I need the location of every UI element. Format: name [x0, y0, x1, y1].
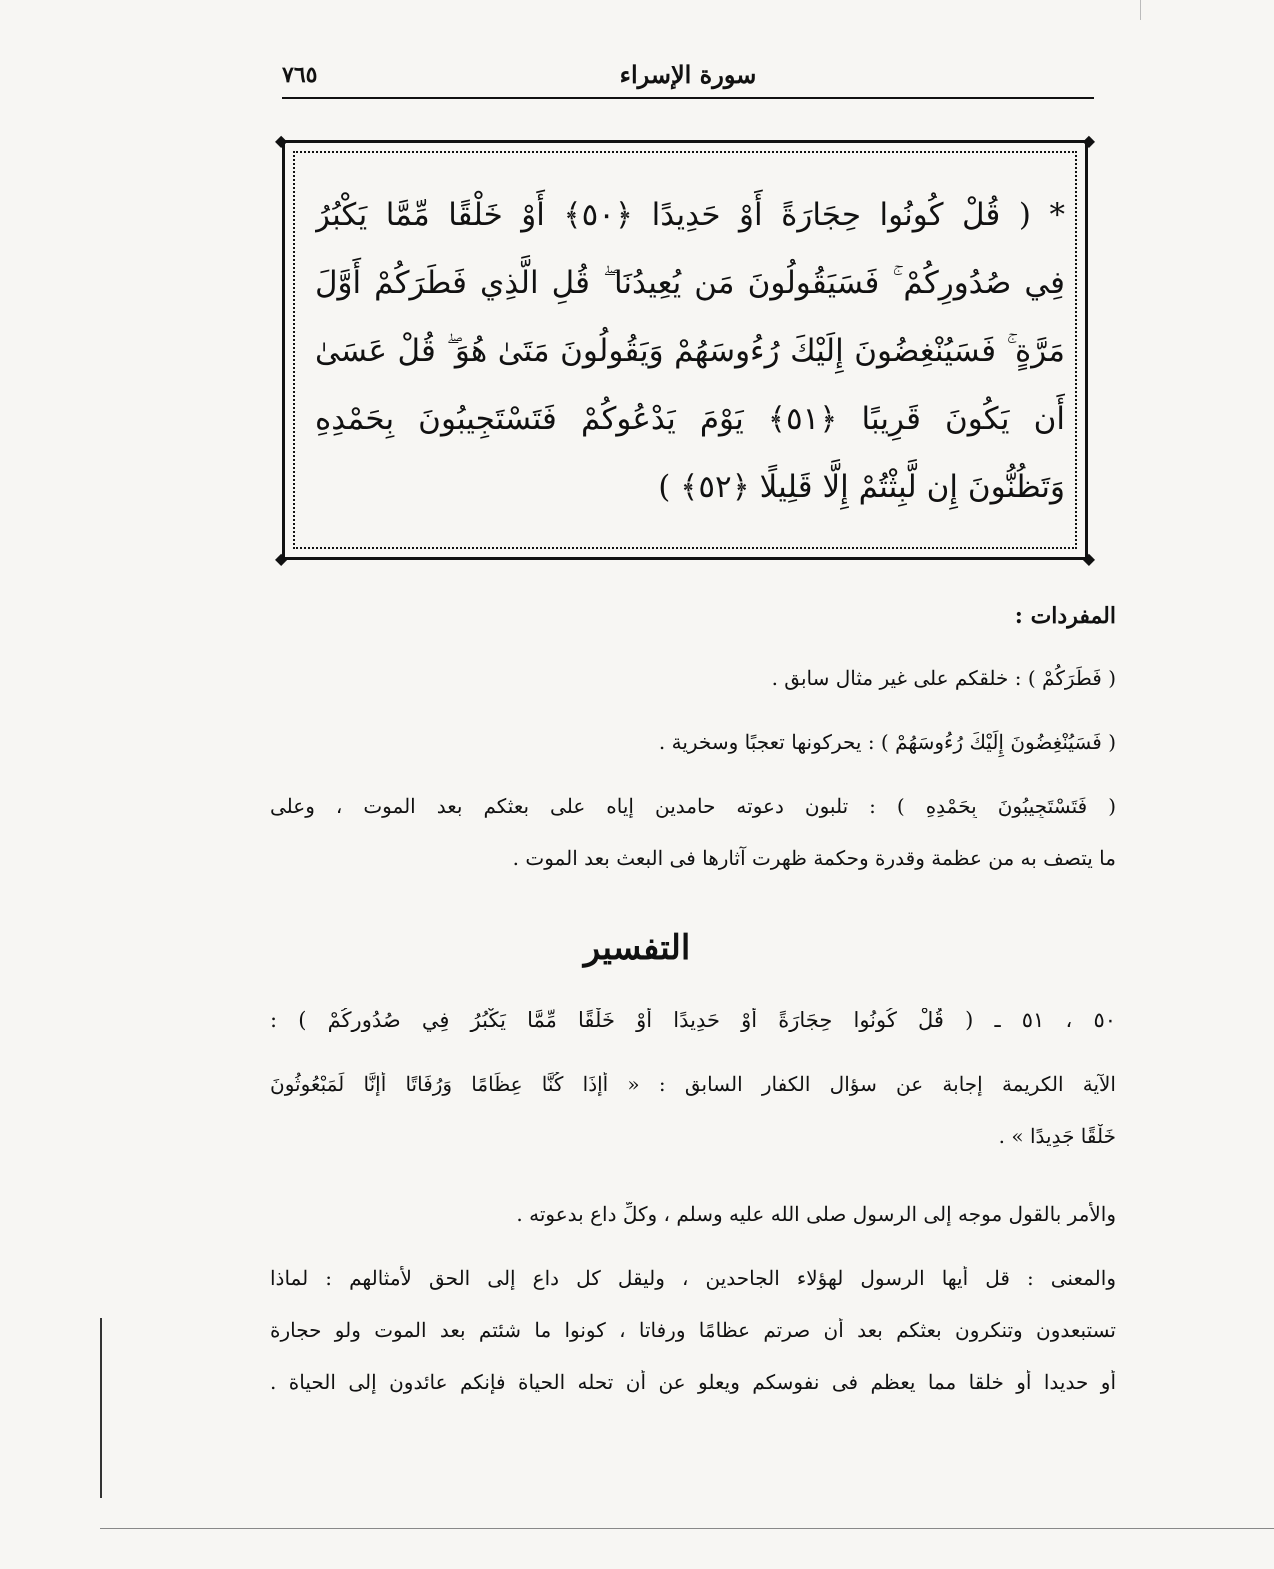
scan-artifact-top-line	[1140, 0, 1141, 20]
verse-line: * ( قُلْ كُونُوا حِجَارَةً أَوْ حَدِيدًا ﴿٥٠﴾ أَوْ خَلْقًا مِّمَّا يَكْبُرُ	[315, 197, 1065, 233]
page-number: ٧٦٥	[282, 62, 318, 88]
tafsir-paragraph-line: تستبعدون وتنكرون بعثكم بعد أن صرتم عظامًا ورفاتا ، كونوا ما شئتم بعد الموت ولو حجارة	[270, 1318, 1116, 1342]
tafsir-paragraph-line: خَلْقًا جَدِيدًا » .	[998, 1124, 1116, 1148]
vocabulary-entry: ( فَسَيُنْغِضُونَ إِلَيْكَ رُءُوسَهُمْ ) : يحركونها تعجبًا وسخرية .	[658, 730, 1116, 754]
page-header	[282, 62, 1094, 92]
scan-artifact-bottom-line	[100, 1528, 1274, 1529]
tafsir-paragraph-line: والأمر بالقول موجه إلى الرسول صلى الله عليه وسلم ، وكلِّ داعٍ بدعوته .	[516, 1202, 1116, 1226]
tafsir-verse-ref: ٥٠ ، ٥١ ـ ( قُلْ كُونُوا حِجَارَةً أَوْ حَدِيدًا أَوْ خَلْقًا مِّمَّا يَكْبُرُ فِي صُدُورِكُمْ ) :	[270, 1008, 1116, 1032]
verse-line: وَتَظُنُّونَ إِن لَّبِثْتُمْ إِلَّا قَلِيلًا ﴿٥٢﴾ )	[658, 469, 1065, 505]
verse-line: مَرَّةٍ ۚ فَسَيُنْغِضُونَ إِلَيْكَ رُءُوسَهُمْ وَيَقُولُونَ مَتَىٰ هُوَ ۖ قُلْ عَسَىٰ	[315, 333, 1065, 369]
tafsir-paragraph-line: الآية الكريمة إجابة عن سؤال الكفار السابق : « أَإِذَا كُنَّا عِظَامًا وَرُفَاتًا أَإِنَّا لَمَبْعُوثُونَ	[270, 1072, 1116, 1096]
quran-verse-box	[275, 131, 1095, 568]
scan-artifact-left-line	[100, 1318, 102, 1498]
tafsir-heading: التفسير	[583, 928, 691, 968]
verse-line: فِي صُدُورِكُمْ ۚ فَسَيَقُولُونَ مَن يُعِيدُنَا ۖ قُلِ الَّذِي فَطَرَكُمْ أَوَّلَ	[315, 265, 1065, 301]
vocabulary-heading: المفردات :	[1014, 603, 1116, 629]
tafsir-paragraph-line: أو حديدا أو خلقا مما يعظم فى نفوسكم ويعلو عن أن تحله الحياة فإنكم عائدون إلى الحياة .	[270, 1370, 1116, 1394]
diamond-ornament-icon: ◆	[275, 549, 288, 568]
diamond-ornament-icon: ◆	[1082, 131, 1095, 150]
diamond-ornament-icon: ◆	[1082, 549, 1095, 568]
diamond-ornament-icon: ◆	[275, 131, 288, 150]
vocabulary-entry: ( فَتَسْتَجِيبُونَ بِحَمْدِهِ ) : تلبون دعوته حامدين إياه على بعثكم بعد الموت ، وعلى	[270, 794, 1116, 818]
surah-title: سورة الإسراء	[619, 60, 757, 89]
vocabulary-entry-continuation: ما يتصف به من عظمة وقدرة وحكمة ظهرت آثارها فى البعث بعد الموت .	[512, 846, 1116, 870]
vocabulary-entry: ( فَطَرَكُمْ ) : خلقكم على غير مثال سابق .	[771, 666, 1116, 690]
tafsir-paragraph-line: والمعنى : قل أيها الرسول لهؤلاء الجاحدين ، وليقل كل داع إلى الحق لأمثالهم : لماذا	[270, 1266, 1116, 1290]
header-rule	[282, 97, 1094, 99]
verse-line: أَن يَكُونَ قَرِيبًا ﴿٥١﴾ يَوْمَ يَدْعُوكُمْ فَتَسْتَجِيبُونَ بِحَمْدِهِ	[315, 401, 1065, 437]
